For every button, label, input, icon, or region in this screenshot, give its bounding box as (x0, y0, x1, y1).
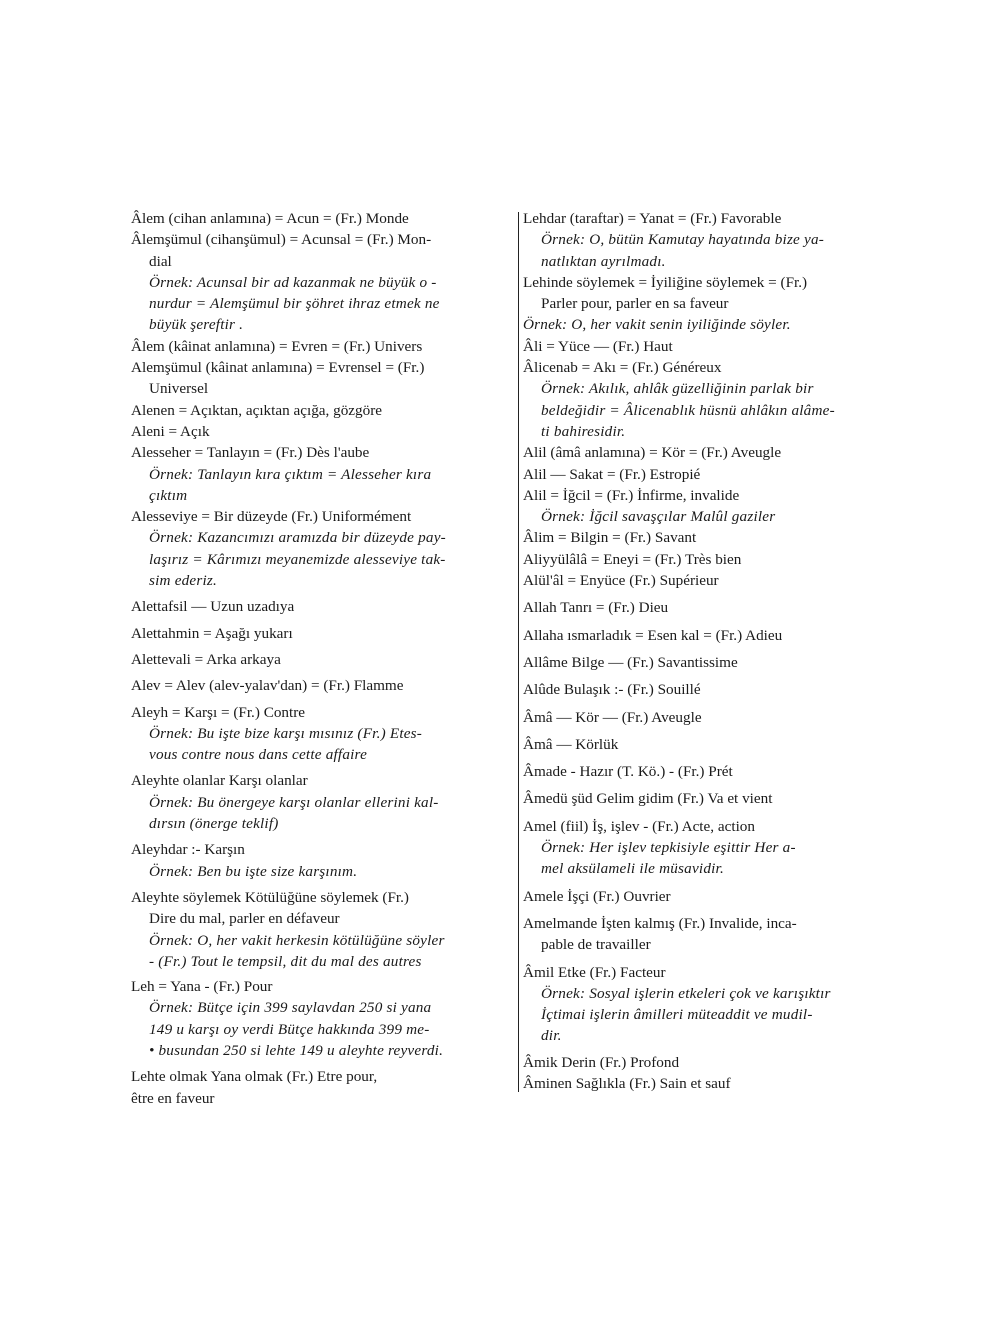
example-line: nurdur = Alemşümul bir şöhret ihraz etmek ne (149, 295, 440, 313)
entry-line: Aliyyülâlâ = Eneyi = (Fr.) Très bien (523, 550, 742, 568)
entry-line: Alesseher = Tanlayın = (Fr.) Dès l'aube (131, 444, 370, 462)
entry-line: Lehdar (taraftar) = Yanat = (Fr.) Favorable (523, 210, 782, 227)
example-line: Örnek: Sosyal işlerin etkeleri çok ve karışıktır (541, 984, 831, 1002)
example-line: büyük şereftir . (149, 316, 244, 334)
example-line: Örnek: O, her vakit herkesin kötülüğüne söyler (149, 931, 445, 949)
entry-line: Alesseviye = Bir düzeyde (Fr.) Uniformément (131, 508, 412, 526)
entry-line: Aleyhte olanlar Karşı olanlar (131, 772, 308, 790)
left-column (131, 208, 512, 1109)
example-line: Örnek: Bütçe için 399 saylavdan 250 si yana (149, 999, 432, 1017)
entry-line: Alettevali = Arka arkaya (131, 650, 281, 668)
example-line: Örnek: Acunsal bir ad kazanmak ne büyük o - (149, 273, 437, 291)
entry-line: Alettahmin = Aşağı yukarı (131, 624, 293, 642)
entry-line: Aleyhdar :- Karşın (131, 841, 245, 859)
entry-line: Alil (âmâ anlamına) = Kör = (Fr.) Aveugle (523, 444, 782, 462)
example-line: natlıktan ayrılmadı. (541, 252, 666, 270)
entry-line: Alül'âl = Enyüce (Fr.) Supérieur (523, 572, 719, 590)
entry-line: Âmil Etke (Fr.) Facteur (523, 963, 666, 981)
example-line: Örnek: Bu işte bize karşı mısınız (Fr.) Etes- (149, 724, 423, 742)
continuation-line: pable de travailler (541, 936, 651, 954)
entry-line: Âminen Sağlıkla (Fr.) Sain et sauf (523, 1074, 731, 1092)
entry-line: Âmade - Hazır (T. Kö.) - (Fr.) Prét (523, 763, 733, 781)
entry-line: Aleyhte söylemek Kötülüğüne söylemek (Fr.) (131, 888, 409, 906)
entry-line: Amele İşçi (Fr.) Ouvrier (523, 887, 671, 905)
entry-line: Amel (fiil) İş, işlev - (Fr.) Acte, action (523, 817, 755, 835)
entry-line: Aleni = Açık (131, 422, 210, 440)
entry-line: Âlicenab = Akı = (Fr.) Généreux (523, 359, 722, 377)
example-line: dırsın (önerge teklif) (149, 815, 279, 833)
example-line: Örnek: Bu önergeye karşı olanlar ellerini kal- (149, 793, 439, 811)
entry-line: Alenen = Açıktan, açıktan açığa, gözgöre (131, 401, 383, 419)
example-line: laşırız = Kârımızı meyanemizde alesseviye tak- (149, 550, 446, 568)
entry-line: Âmedü şüd Gelim gidim (Fr.) Va et vient (523, 790, 773, 808)
example-line: ti bahiresidir. (541, 422, 626, 440)
example-line: Örnek: O, bütün Kamutay hayatında bize ya- (541, 231, 824, 249)
example-line: • busundan 250 si lehte 149 u aleyhte reyverdi. (149, 1041, 444, 1059)
entry-line: Âlem (kâinat anlamına) = Evren = (Fr.) Univers (131, 337, 423, 355)
entry-line: Âlem (cihan anlamına) = Acun = (Fr.) Monde (131, 210, 409, 227)
example-line: İçtimai işlerin âmilleri müteaddit ve mudil- (541, 1006, 813, 1024)
entry-line: Alil — Sakat = (Fr.) Estropié (523, 465, 701, 483)
entry-line: Âlim = Bilgin = (Fr.) Savant (523, 529, 697, 547)
continuation-line: Universel (149, 380, 209, 398)
example-line: Örnek: Her işlev tepkisiyle eşittir Her a- (541, 839, 796, 857)
entry-line: Âmik Derin (Fr.) Profond (523, 1053, 680, 1071)
example-line: - (Fr.) Tout le tempsil, dit du mal des autres (149, 952, 422, 970)
continuation-line: Dire du mal, parler en défaveur (149, 910, 340, 928)
entry-line: Lehte olmak Yana olmak (Fr.) Etre pour, (131, 1068, 378, 1086)
continuation-line: dial (149, 252, 172, 270)
entry-line: Allaha ısmarladık = Esen kal = (Fr.) Adieu (523, 626, 783, 644)
entry-line: Âmâ — Körlük (523, 735, 619, 753)
example-line: Örnek: Tanlayın kıra çıktım = Alesseher kıra (149, 465, 432, 483)
entry-line: Âli = Yüce — (Fr.) Haut (523, 337, 673, 355)
example-line: Örnek: İğcil savaşçılar Malûl gaziler (541, 508, 776, 526)
example-line: vous contre nous dans cette affaire (149, 746, 368, 764)
entry-line: Alev = Alev (alev-yalav'dan) = (Fr.) Flamme (131, 677, 404, 695)
entry-line: Aleyh = Karşı = (Fr.) Contre (131, 703, 306, 721)
continuation-line: être en faveur (131, 1089, 215, 1107)
example-line: Örnek: Kazancımızı aramızda bir düzeyde pay- (149, 529, 446, 547)
entry-line: Leh = Yana - (Fr.) Pour (131, 978, 273, 996)
example-line: dir. (541, 1027, 562, 1045)
example-line: mel aksülameli ile müsavidir. (541, 860, 724, 878)
entry-line: Âmâ — Kör — (Fr.) Aveugle (523, 708, 702, 726)
entry-line: Alûde Bulaşık :- (Fr.) Souillé (523, 681, 701, 699)
right-column (523, 208, 903, 1094)
example-line: Örnek: Ben bu işte size karşınım. (149, 862, 358, 880)
example-line: beldeğidir = Âlicenablık hüsnü ahlâkın alâme- (541, 401, 835, 419)
example-line: Örnek: Akılık, ahlâk güzelliğinin parlak bir (541, 380, 814, 398)
entry-line: Alemşümul (kâinat anlamına) = Evrensel = (Fr.) (131, 359, 425, 377)
entry-line: Lehinde söylemek = İyiliğine söylemek = (Fr.) (523, 273, 808, 291)
example-line: Örnek: O, her vakit senin iyiliğinde söyler. (523, 316, 791, 334)
entry-line: Allâme Bilge — (Fr.) Savantissime (523, 653, 738, 671)
entry-line: Allah Tanrı = (Fr.) Dieu (523, 599, 669, 617)
example-line: sim ederiz. (149, 572, 218, 590)
example-line: çıktım (149, 486, 188, 504)
entry-line: Alil = İğcil = (Fr.) İnfirme, invalide (523, 486, 740, 504)
entry-line: Alettafsil — Uzun uzadıya (131, 598, 295, 616)
example-line: 149 u karşı oy verdi Bütçe hakkında 399 me- (149, 1020, 430, 1038)
column-divider (518, 212, 519, 1092)
continuation-line: Parler pour, parler en sa faveur (541, 295, 729, 313)
entry-line: Amelmande İşten kalmış (Fr.) Invalide, inca- (523, 914, 797, 932)
entry-line: Âlemşümul (cihanşümul) = Acunsal = (Fr.) Mon- (131, 231, 432, 249)
